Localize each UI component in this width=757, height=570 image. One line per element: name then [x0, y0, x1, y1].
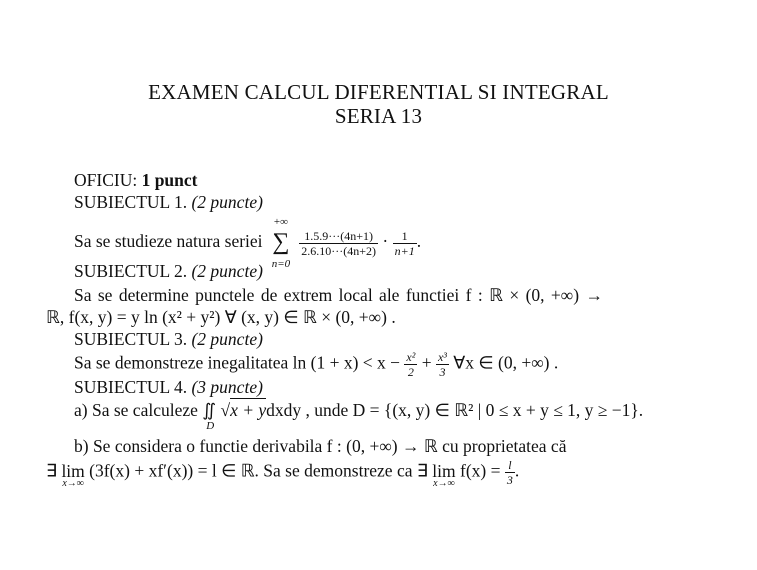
limit-2 — [432, 460, 456, 489]
subject1-title: SUBIECTUL 1. — [74, 192, 188, 212]
subject3-text-b: ∀x ∈ (0, +∞) . — [453, 352, 559, 373]
subject2-text-b: f : ℝ × (0, +∞) → — [465, 285, 603, 305]
subject4-heading — [74, 377, 263, 398]
limit-result-num: l — [505, 459, 515, 473]
dot-operator: · — [382, 231, 389, 252]
double-integral-sign: ∬ — [202, 400, 217, 420]
limit-1 — [61, 460, 85, 489]
limit-2-expression: f(x) = — [460, 460, 501, 481]
subject2-title: SUBIECTUL 2. — [74, 261, 188, 281]
exists-symbol-1: ∃ — [46, 460, 58, 481]
limit-1-sub: x→∞ — [62, 477, 84, 489]
frac-x3-num: x³ — [437, 350, 447, 364]
limit-1-expression: (3f(x) + xf′(x)) = l ∈ ℝ. Sa se demonstreze ca — [89, 460, 413, 481]
plus-operator: + — [421, 352, 432, 373]
subject3-title: SUBIECTUL 3. — [74, 329, 188, 349]
exam-series: SERIA 13 — [334, 104, 423, 128]
oficiu-line — [74, 170, 198, 191]
frac-x3-den: 3 — [439, 365, 446, 379]
subject4-part-b-continued — [46, 458, 520, 489]
sum-sigma: ∑ — [272, 229, 290, 255]
limit-2-sub: x→∞ — [433, 477, 455, 489]
term-numerator: 1.5.9···(4n+1) — [299, 230, 378, 244]
subject3-statement — [74, 351, 558, 378]
subject4-title: SUBIECTUL 4. — [74, 377, 188, 397]
sum-lower: n=0 — [271, 258, 291, 270]
part-a-text: a) Sa se calculeze — [74, 400, 198, 420]
subject3-points: (2 puncte) — [191, 329, 263, 349]
subject4-points: (3 puncte) — [191, 377, 263, 397]
sqrt-sign: √ — [220, 400, 231, 420]
final-period: . — [514, 460, 520, 481]
subject2-points: (2 puncte) — [191, 261, 263, 281]
series-sum — [267, 216, 295, 270]
subject2-statement-line2: ℝ, f(x, y) = y ln (x² + y²) ∀ (x, y) ∈ ℝ × (0, +∞) . — [46, 307, 396, 327]
series-factor-fraction — [393, 230, 417, 257]
factor-denominator: n+1 — [394, 243, 415, 258]
subject2-heading — [74, 261, 263, 282]
integrand: x + y — [230, 400, 267, 420]
series-term-fraction — [299, 230, 378, 257]
frac-x2-num: x² — [406, 350, 416, 364]
subject1-points: (2 puncte) — [191, 192, 263, 212]
limit-1-label: lim — [61, 460, 85, 481]
term-denominator: 2.6.10···(4n+2) — [301, 243, 377, 258]
subject3-heading — [74, 329, 263, 350]
limit-result-den: 3 — [506, 473, 513, 487]
subject1-statement: Sa se studieze natura seriei +∞ ∑ n=0 $\frac{1.5.9\cdot\cdot\cdot(4n+1)}{2.6.10\cdot\cdot\cdot(4n+2)}$ · $\frac{1}{n+1}$ . — [74, 216, 422, 270]
subject3-frac-x2 — [404, 351, 417, 378]
limit-result-fraction — [505, 459, 515, 486]
frac-x2-den: 2 — [407, 365, 414, 379]
oficiu-points: 1 punct — [141, 170, 198, 190]
limit-2-label: lim — [432, 460, 456, 481]
subject3-text-a: Sa se demonstreze inegalitatea ln (1 + x) < x − — [74, 352, 401, 373]
sum-upper: +∞ — [273, 216, 288, 228]
subject2-statement-line1 — [74, 285, 603, 306]
oficiu-label: OFICIU: — [74, 170, 138, 190]
factor-numerator: 1 — [393, 230, 417, 244]
subject1-text: Sa se studieze natura seriei — [74, 231, 263, 252]
subject2-text-a: Sa se determine punctele de extrem local ale functiei — [74, 285, 460, 305]
integral-domain-label: D — [206, 420, 215, 432]
exam-title: EXAMEN CALCUL DIFERENTIAL SI INTEGRAL — [148, 80, 609, 104]
subject4-part-b: b) Se considera o functie derivabila f : (0, +∞) → ℝ cu proprietatea că — [74, 436, 567, 456]
subject4-part-a — [74, 400, 644, 432]
part-a-tail: dxdy , unde D = {(x, y) ∈ ℝ² | 0 ≤ x + y ≤ 1, y ≥ −1}. — [266, 400, 644, 420]
double-integral — [202, 400, 217, 432]
exists-symbol-2: ∃ — [416, 460, 428, 481]
subject1-heading — [74, 192, 263, 213]
subject3-frac-x3 — [436, 351, 449, 378]
